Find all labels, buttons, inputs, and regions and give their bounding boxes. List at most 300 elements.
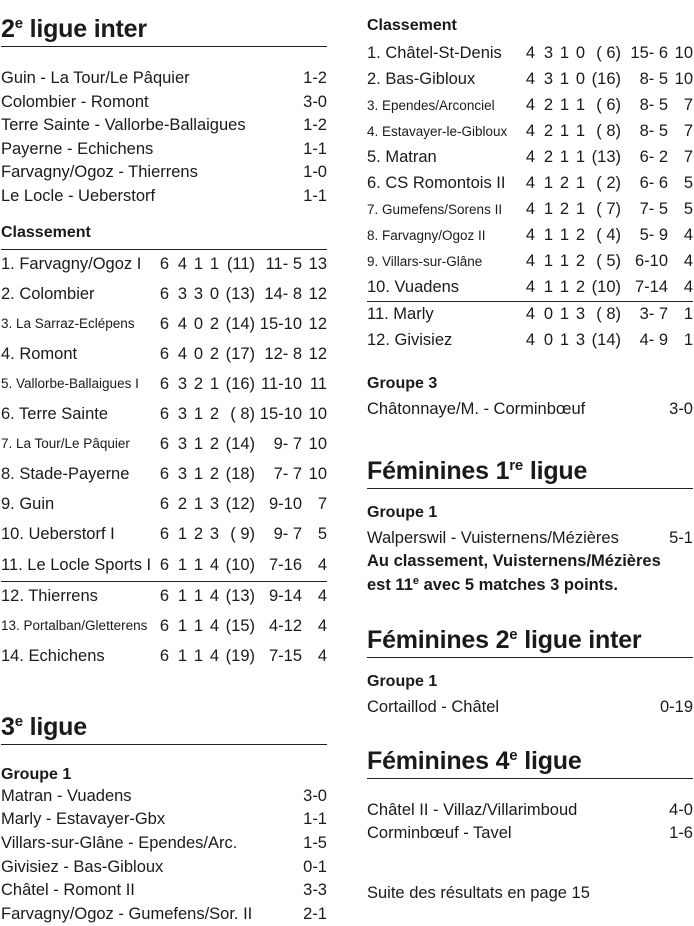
cell-games: 6	[159, 254, 169, 273]
team-name: 5. Matran	[367, 148, 437, 166]
match-name: Colombier - Romont	[1, 92, 149, 111]
cell-losses: 1	[575, 96, 585, 114]
match-score: 3-3	[303, 881, 327, 900]
cell-penalty-points: (13)	[225, 586, 255, 605]
cell-penalty-points: ( 6)	[596, 96, 621, 114]
cell-draws: 2	[559, 174, 569, 192]
standings-row	[1, 551, 327, 582]
cell-losses: 2	[209, 405, 219, 424]
cell-games: 6	[159, 344, 169, 363]
cell-losses: 2	[575, 278, 585, 296]
cell-wins: 4	[177, 344, 187, 363]
cell-goals: 8- 5	[639, 70, 668, 88]
cell-goals: 3- 7	[639, 305, 668, 323]
team-name: 12. Thierrens	[1, 586, 98, 605]
cell-goals: 5- 9	[639, 226, 668, 244]
cell-wins: 0	[543, 331, 553, 349]
team-name: 4. Estavayer-le-Gibloux	[367, 124, 508, 139]
cell-points: 4	[683, 226, 693, 244]
cell-games: 4	[525, 252, 535, 270]
match-name: Terre Sainte - Vallorbe-Ballaigues	[1, 116, 246, 135]
cell-goals: 7-14	[634, 278, 668, 296]
cell-points: 5	[317, 525, 327, 544]
cell-draws: 1	[559, 331, 569, 349]
standings-row	[367, 197, 693, 223]
cell-losses: 4	[209, 555, 219, 574]
team-name: 1. Farvagny/Ogoz I	[1, 254, 142, 273]
standings-row	[367, 249, 693, 275]
team-name: 8. Stade-Payerne	[1, 465, 130, 484]
cell-goals: 14- 8	[264, 284, 302, 303]
results-list	[1, 785, 327, 926]
cell-losses: 4	[209, 616, 219, 635]
result-row	[1, 67, 327, 91]
standings-row	[1, 642, 327, 672]
cell-wins: 1	[543, 278, 553, 296]
cell-wins: 1	[177, 586, 187, 605]
cell-penalty-points: (12)	[225, 495, 255, 514]
cell-wins: 1	[177, 555, 187, 574]
cell-points: 10	[308, 465, 327, 484]
result-row	[1, 91, 327, 115]
cell-wins: 3	[177, 465, 187, 484]
left-column	[1, 0, 327, 926]
result-row	[1, 161, 327, 185]
cell-goals: 15-10	[259, 314, 302, 333]
cell-points: 11	[309, 374, 327, 393]
team-name: 10. Ueberstorf I	[1, 525, 115, 544]
match-score: 1-5	[303, 834, 327, 853]
cell-goals: 9-14	[268, 586, 302, 605]
team-name: 11. Marly	[367, 305, 434, 323]
cell-points: 4	[317, 555, 327, 574]
cell-wins: 0	[543, 305, 553, 323]
cell-wins: 1	[543, 226, 553, 244]
standings-row	[367, 302, 693, 328]
group-label: Groupe 3	[367, 375, 438, 392]
team-name: 6. CS Romontois II	[367, 174, 506, 192]
cell-penalty-points: (18)	[225, 465, 255, 484]
cell-draws: 3	[193, 284, 203, 303]
cell-wins: 2	[543, 122, 553, 140]
cell-goals: 12- 8	[264, 344, 302, 363]
cell-points: 10	[674, 44, 693, 62]
cell-draws: 1	[559, 96, 569, 114]
section-title-feminines-2e-ligue-inter: Féminines 2e ligue inter	[367, 625, 693, 658]
cell-points: 7	[683, 96, 693, 114]
standings-label: Classement	[1, 223, 91, 241]
standings-row	[1, 370, 327, 400]
cell-games: 6	[159, 374, 169, 393]
cell-draws: 1	[559, 305, 569, 323]
cell-games: 4	[525, 174, 535, 192]
cell-points: 5	[683, 174, 693, 192]
cell-points: 7	[683, 122, 693, 140]
standings-row	[367, 41, 693, 67]
cell-draws: 1	[559, 44, 569, 62]
cell-losses: 3	[575, 331, 585, 349]
standings-note: Au classement, Vuisternens/Mézières est 11e avec 5 matches 3 points.	[367, 552, 661, 594]
match-score: 5-1	[669, 528, 693, 547]
result-row	[1, 138, 327, 162]
cell-games: 4	[525, 122, 535, 140]
cell-penalty-points: ( 5)	[596, 252, 621, 270]
cell-points: 4	[317, 616, 327, 635]
cell-losses: 1	[575, 122, 585, 140]
cell-goals: 15-10	[259, 405, 302, 424]
cell-points: 4	[317, 586, 327, 605]
results-list	[367, 527, 693, 551]
result-row	[1, 856, 327, 880]
match-name: Walperswil - Vuisternens/Mézières	[367, 528, 619, 547]
cell-losses: 1	[209, 374, 219, 393]
match-name: Guin - La Tour/Le Pâquier	[1, 69, 190, 87]
cell-points: 7	[683, 148, 693, 166]
team-name: 10. Vuadens	[367, 278, 460, 296]
team-name: 14. Echichens	[1, 646, 105, 665]
cell-games: 4	[525, 305, 535, 323]
team-name: 7. La Tour/Le Pâquier	[1, 436, 130, 452]
cell-points: 4	[683, 278, 693, 296]
cell-penalty-points: (14)	[225, 435, 255, 454]
cell-wins: 1	[177, 525, 187, 544]
cell-wins: 3	[177, 284, 187, 303]
standings-row	[367, 223, 693, 249]
results-list	[367, 696, 693, 720]
standings-row	[367, 93, 693, 119]
cell-penalty-points: (10)	[225, 555, 255, 574]
cell-goals: 11- 5	[265, 254, 302, 273]
cell-draws: 1	[193, 495, 203, 514]
cell-draws: 1	[559, 278, 569, 296]
match-score: 1-1	[303, 139, 327, 158]
cell-goals: 7- 7	[273, 465, 302, 484]
standings-table	[367, 41, 693, 354]
section-title-feminines-1re-ligue: Féminines 1re ligue	[367, 456, 693, 489]
cell-losses: 2	[209, 435, 219, 454]
cell-losses: 1	[209, 254, 219, 273]
cell-games: 4	[525, 70, 535, 88]
result-row	[367, 398, 693, 422]
cell-losses: 1	[575, 174, 585, 192]
result-row	[1, 808, 327, 832]
cell-wins: 1	[177, 616, 187, 635]
cell-points: 10	[308, 435, 327, 454]
cell-draws: 1	[559, 226, 569, 244]
cell-points: 1	[683, 331, 693, 349]
cell-losses: 0	[209, 284, 219, 303]
results-list	[1, 67, 327, 209]
cell-wins: 4	[177, 314, 187, 333]
cell-games: 6	[159, 435, 169, 454]
cell-draws: 1	[559, 252, 569, 270]
team-name: 6. Terre Sainte	[1, 405, 109, 424]
results-list	[367, 799, 693, 846]
cell-losses: 2	[209, 314, 219, 333]
cell-penalty-points: ( 4)	[596, 226, 621, 244]
standings-label: Classement	[367, 17, 457, 34]
cell-losses: 2	[575, 252, 585, 270]
cell-games: 6	[159, 314, 169, 333]
group-label: Groupe 1	[1, 765, 72, 783]
cell-points: 4	[683, 252, 693, 270]
cell-goals: 6-10	[634, 252, 668, 270]
cell-goals: 6- 6	[639, 174, 668, 192]
match-name: Farvagny/Ogoz - Thierrens	[1, 163, 198, 182]
cell-goals: 7-15	[268, 646, 302, 665]
cell-games: 6	[159, 405, 169, 424]
cell-games: 6	[159, 555, 169, 574]
match-score: 1-1	[303, 186, 327, 205]
cell-wins: 2	[177, 495, 187, 514]
match-name: Marly - Estavayer-Gbx	[1, 810, 166, 829]
result-row	[1, 879, 327, 903]
group-label: Groupe 1	[367, 673, 438, 691]
cell-draws: 1	[193, 616, 203, 635]
match-score: 2-1	[303, 904, 327, 923]
standings-row	[367, 328, 693, 354]
match-score: 1-2	[303, 116, 327, 135]
cell-penalty-points: (15)	[225, 616, 255, 635]
cell-draws: 1	[193, 465, 203, 484]
standings-row	[1, 612, 327, 642]
cell-goals: 6- 2	[639, 148, 668, 166]
team-name: 9. Villars-sur-Glâne	[367, 254, 483, 269]
result-row	[367, 822, 693, 846]
team-name: 11. Le Locle Sports I	[1, 555, 152, 574]
result-row	[1, 114, 327, 138]
standings-row	[1, 582, 327, 612]
cell-points: 1	[683, 305, 693, 323]
team-name: 3. La Sarraz-Eclépens	[1, 315, 135, 331]
match-score: 0-19	[659, 698, 693, 717]
result-row	[1, 903, 327, 926]
cell-wins: 1	[543, 174, 553, 192]
standings-row	[1, 340, 327, 370]
match-name: Givisiez - Bas-Gibloux	[1, 857, 164, 876]
cell-losses: 0	[575, 44, 585, 62]
cell-draws: 2	[193, 525, 203, 544]
cell-points: 12	[308, 344, 327, 363]
cell-draws: 1	[559, 148, 569, 166]
cell-wins: 1	[543, 252, 553, 270]
cell-penalty-points: (14)	[225, 314, 255, 333]
result-row	[367, 696, 693, 720]
match-name: Payerne - Echichens	[1, 139, 154, 158]
cell-games: 6	[159, 525, 169, 544]
standings-row	[1, 250, 327, 280]
right-column	[367, 0, 693, 906]
cell-goals: 8- 5	[639, 96, 668, 114]
match-score: 1-0	[303, 163, 327, 182]
cell-goals: 9- 7	[273, 525, 302, 544]
cell-games: 6	[159, 495, 169, 514]
cell-goals: 9- 7	[273, 435, 302, 454]
cell-losses: 2	[209, 344, 219, 363]
cell-wins: 3	[177, 405, 187, 424]
cell-wins: 3	[177, 435, 187, 454]
group-label: Groupe 1	[367, 503, 438, 521]
cell-points: 13	[308, 254, 327, 273]
result-row	[367, 527, 693, 551]
cell-wins: 3	[543, 70, 553, 88]
cell-draws: 1	[193, 586, 203, 605]
cell-goals: 9-10	[268, 495, 302, 514]
match-name: Châtel - Romont II	[1, 881, 135, 900]
match-score: 1-6	[669, 824, 693, 843]
cell-penalty-points: ( 8)	[230, 405, 255, 424]
cell-losses: 1	[575, 200, 585, 218]
cell-penalty-points: (16)	[225, 374, 255, 393]
cell-penalty-points: (13)	[225, 284, 255, 303]
cell-games: 4	[525, 278, 535, 296]
cell-draws: 1	[193, 435, 203, 454]
match-score: 4-0	[669, 800, 693, 819]
cell-draws: 1	[193, 405, 203, 424]
cell-points: 12	[308, 314, 327, 333]
cell-wins: 1	[543, 200, 553, 218]
cell-penalty-points: (10)	[591, 278, 621, 296]
standings-row	[1, 400, 327, 430]
standings-row	[367, 171, 693, 197]
team-name: 1. Châtel-St-Denis	[367, 44, 502, 62]
match-score: 0-1	[303, 857, 327, 876]
cell-draws: 1	[559, 122, 569, 140]
result-row	[1, 832, 327, 856]
footer-note: Suite des résultats en page 15	[367, 883, 590, 902]
cell-losses: 4	[209, 586, 219, 605]
cell-losses: 2	[209, 465, 219, 484]
cell-points: 7	[317, 495, 327, 514]
team-name: 12. Givisiez	[367, 331, 453, 349]
match-name: Le Locle - Ueberstorf	[1, 186, 156, 205]
cell-draws: 2	[559, 200, 569, 218]
team-name: 9. Guin	[1, 495, 55, 514]
match-name: Villars-sur-Glâne - Ependes/Arc.	[1, 834, 238, 853]
team-name: 7. Gumefens/Sorens II	[367, 202, 503, 217]
section-title-2e-ligue-inter: 2e ligue inter	[1, 14, 327, 47]
cell-goals: 7- 5	[639, 200, 668, 218]
cell-goals: 11-10	[261, 374, 302, 393]
match-name: Matran - Vuadens	[1, 786, 132, 805]
cell-goals: 15- 6	[630, 44, 668, 62]
cell-points: 4	[317, 646, 327, 665]
match-score: 3-0	[303, 786, 327, 805]
match-name: Cortaillod - Châtel	[367, 698, 500, 717]
match-score: 3-0	[669, 400, 693, 418]
standings-row	[367, 67, 693, 93]
cell-games: 6	[159, 586, 169, 605]
team-name: 13. Portalban/Gletterens	[1, 617, 148, 633]
cell-losses: 1	[575, 148, 585, 166]
standings-table	[1, 249, 327, 672]
match-name: Châtonnaye/M. - Corminbœuf	[367, 400, 586, 418]
cell-goals: 8- 5	[639, 122, 668, 140]
cell-points: 12	[308, 284, 327, 303]
cell-penalty-points: (16)	[591, 70, 621, 88]
cell-wins: 1	[177, 646, 187, 665]
standings-row	[367, 119, 693, 145]
cell-penalty-points: (13)	[591, 148, 621, 166]
cell-penalty-points: ( 6)	[596, 44, 621, 62]
standings-row	[1, 460, 327, 490]
cell-draws: 1	[193, 646, 203, 665]
match-score: 1-1	[303, 810, 327, 829]
cell-losses: 2	[575, 226, 585, 244]
results-list	[367, 398, 693, 422]
standings-row	[1, 490, 327, 520]
team-name: 5. Vallorbe-Ballaigues I	[1, 375, 139, 391]
cell-games: 6	[159, 646, 169, 665]
match-name: Corminbœuf - Tavel	[367, 824, 512, 843]
cell-wins: 2	[543, 148, 553, 166]
cell-penalty-points: ( 7)	[596, 200, 621, 218]
cell-draws: 1	[559, 70, 569, 88]
cell-losses: 3	[209, 525, 219, 544]
cell-wins: 3	[543, 44, 553, 62]
result-row	[1, 785, 327, 809]
cell-penalty-points: (14)	[591, 331, 621, 349]
cell-penalty-points: (17)	[225, 344, 255, 363]
cell-games: 4	[525, 148, 535, 166]
match-score: 3-0	[303, 92, 327, 111]
cell-wins: 3	[177, 374, 187, 393]
team-name: 4. Romont	[1, 344, 78, 363]
cell-losses: 3	[575, 305, 585, 323]
cell-points: 5	[683, 200, 693, 218]
cell-draws: 0	[193, 344, 203, 363]
standings-row	[1, 430, 327, 460]
cell-penalty-points: ( 8)	[596, 305, 621, 323]
team-name: 8. Farvagny/Ogoz II	[367, 228, 486, 243]
cell-games: 4	[525, 200, 535, 218]
cell-penalty-points: (11)	[226, 254, 255, 273]
cell-games: 6	[159, 465, 169, 484]
cell-games: 6	[159, 616, 169, 635]
match-name: Farvagny/Ogoz - Gumefens/Sor. II	[1, 904, 253, 923]
standings-row	[367, 275, 693, 302]
cell-games: 4	[525, 226, 535, 244]
standings-row	[1, 310, 327, 340]
cell-games: 4	[525, 96, 535, 114]
cell-draws: 1	[193, 555, 203, 574]
team-name: 2. Bas-Gibloux	[367, 70, 476, 88]
cell-points: 10	[674, 70, 693, 88]
section-title-3e-ligue: 3e ligue	[1, 712, 327, 745]
cell-draws: 2	[193, 374, 203, 393]
cell-goals: 4- 9	[639, 331, 668, 349]
cell-penalty-points: ( 2)	[596, 174, 621, 192]
standings-row	[1, 280, 327, 310]
standings-row	[367, 145, 693, 171]
standings-row	[1, 520, 327, 550]
cell-losses: 0	[575, 70, 585, 88]
section-title-feminines-4e-ligue: Féminines 4e ligue	[367, 746, 693, 779]
result-row	[367, 799, 693, 823]
cell-games: 6	[159, 284, 169, 303]
cell-games: 4	[525, 44, 535, 62]
cell-wins: 2	[543, 96, 553, 114]
cell-goals: 7-16	[268, 555, 302, 574]
match-score: 1-2	[303, 69, 327, 87]
cell-points: 10	[308, 405, 327, 424]
cell-draws: 0	[193, 314, 203, 333]
cell-games: 4	[525, 331, 535, 349]
cell-penalty-points: ( 8)	[596, 122, 621, 140]
match-name: Châtel II - Villaz/Villarimboud	[367, 800, 578, 819]
cell-losses: 3	[209, 495, 219, 514]
cell-penalty-points: ( 9)	[230, 525, 255, 544]
